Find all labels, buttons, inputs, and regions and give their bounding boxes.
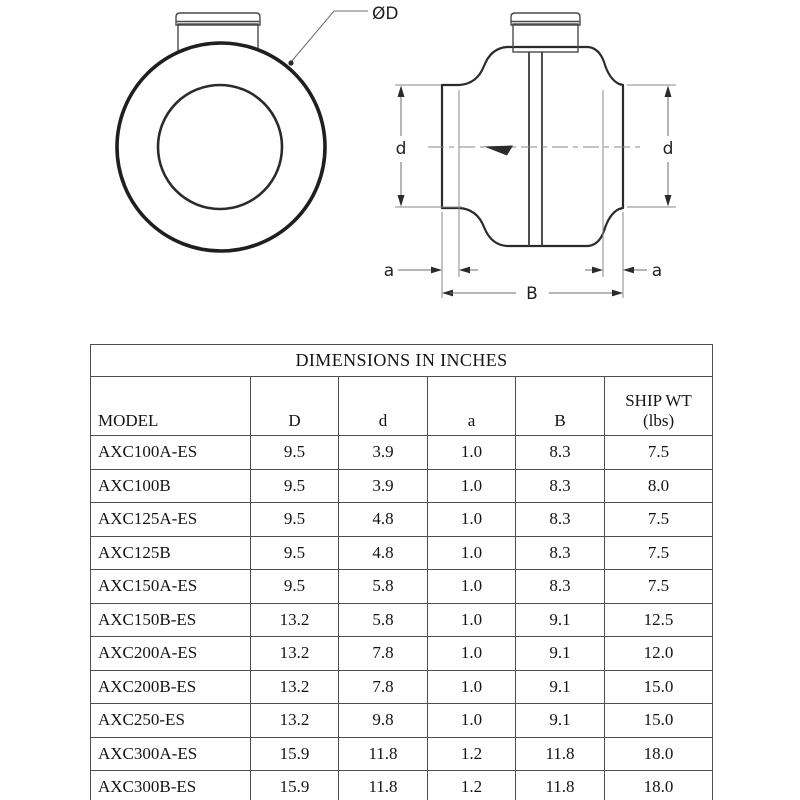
cell-ship_wt: 15.0 — [605, 704, 713, 738]
cell-ship_wt: 7.5 — [605, 503, 713, 537]
cell-D: 13.2 — [251, 704, 339, 738]
cell-a: 1.0 — [428, 536, 516, 570]
cell-d: 5.8 — [339, 570, 428, 604]
table-header-row — [91, 377, 713, 436]
cell-d: 5.8 — [339, 603, 428, 637]
d-right-label: d — [662, 139, 674, 159]
cell-model: AXC200B-ES — [91, 670, 251, 704]
cell-model: AXC125A-ES — [91, 503, 251, 537]
cell-ship_wt: 8.0 — [605, 469, 713, 503]
header-model: MODEL — [91, 377, 251, 436]
table-body — [91, 436, 713, 800]
cell-D: 13.2 — [251, 603, 339, 637]
cell-a: 1.0 — [428, 603, 516, 637]
table-row — [91, 704, 713, 738]
header-ship-wt-line2: (lbs) — [642, 410, 675, 430]
cell-model: AXC300A-ES — [91, 737, 251, 771]
cell-D: 13.2 — [251, 670, 339, 704]
cell-ship_wt: 7.5 — [605, 436, 713, 470]
cell-D: 15.9 — [251, 771, 339, 800]
a-right-label: a — [651, 261, 663, 281]
table-row — [91, 436, 713, 470]
table-row — [91, 737, 713, 771]
table-row — [91, 603, 713, 637]
dimension-a-right — [585, 261, 662, 281]
cell-B: 11.8 — [516, 771, 605, 800]
table-row — [91, 670, 713, 704]
table-title-row — [91, 345, 713, 377]
cell-d: 11.8 — [339, 771, 428, 800]
fan-inner-circle — [158, 85, 282, 209]
cell-D: 9.5 — [251, 536, 339, 570]
cell-a: 1.0 — [428, 704, 516, 738]
cell-ship_wt: 15.0 — [605, 670, 713, 704]
dimension-a-left — [384, 261, 478, 281]
cell-B: 8.3 — [516, 570, 605, 604]
cell-model: AXC100A-ES — [91, 436, 251, 470]
header-ship-wt — [605, 377, 713, 436]
a-left-label: a — [383, 261, 395, 281]
cell-B: 11.8 — [516, 737, 605, 771]
cell-a: 1.0 — [428, 469, 516, 503]
dimension-d-right — [663, 86, 674, 207]
side-view — [384, 13, 676, 304]
cell-B: 9.1 — [516, 704, 605, 738]
front-view — [117, 4, 398, 251]
cell-model: AXC300B-ES — [91, 771, 251, 800]
header-D: D — [251, 377, 339, 436]
cell-ship_wt: 7.5 — [605, 570, 713, 604]
header-ship-wt-line1: SHIP WT — [625, 390, 692, 410]
header-d: d — [339, 377, 428, 436]
cell-d: 4.8 — [339, 536, 428, 570]
dimension-d-left — [396, 86, 407, 207]
cell-B: 9.1 — [516, 670, 605, 704]
d-left-label: d — [395, 139, 407, 159]
cell-B: 8.3 — [516, 469, 605, 503]
cell-d: 9.8 — [339, 704, 428, 738]
diameter-label: ØD — [372, 4, 399, 24]
table-row — [91, 570, 713, 604]
cell-ship_wt: 18.0 — [605, 737, 713, 771]
cell-a: 1.2 — [428, 737, 516, 771]
table-row — [91, 771, 713, 800]
cell-ship_wt: 12.5 — [605, 603, 713, 637]
cell-model: AXC250-ES — [91, 704, 251, 738]
cell-D: 13.2 — [251, 637, 339, 671]
cell-model: AXC100B — [91, 469, 251, 503]
cell-D: 9.5 — [251, 570, 339, 604]
header-a: a — [428, 377, 516, 436]
cell-B: 8.3 — [516, 536, 605, 570]
cell-model: AXC125B — [91, 536, 251, 570]
cell-d: 7.8 — [339, 637, 428, 671]
cell-a: 1.2 — [428, 771, 516, 800]
table-row — [91, 503, 713, 537]
cell-B: 9.1 — [516, 603, 605, 637]
cell-B: 9.1 — [516, 637, 605, 671]
table-title: DIMENSIONS IN INCHES — [91, 345, 713, 377]
dimension-b — [442, 284, 623, 304]
cell-a: 1.0 — [428, 570, 516, 604]
cell-d: 3.9 — [339, 469, 428, 503]
cell-d: 11.8 — [339, 737, 428, 771]
leader-dot — [288, 60, 293, 65]
cell-ship_wt: 18.0 — [605, 771, 713, 800]
cell-a: 1.0 — [428, 637, 516, 671]
cell-a: 1.0 — [428, 436, 516, 470]
header-B: B — [516, 377, 605, 436]
cell-model: AXC200A-ES — [91, 637, 251, 671]
cell-B: 8.3 — [516, 503, 605, 537]
b-label: B — [526, 284, 538, 304]
diameter-callout — [288, 4, 398, 66]
fan-dimension-drawing — [0, 0, 800, 340]
cell-d: 4.8 — [339, 503, 428, 537]
dimensions-table — [90, 344, 713, 800]
cell-d: 3.9 — [339, 436, 428, 470]
cell-a: 1.0 — [428, 670, 516, 704]
table-row — [91, 469, 713, 503]
cell-ship_wt: 7.5 — [605, 536, 713, 570]
table-row — [91, 536, 713, 570]
cell-ship_wt: 12.0 — [605, 637, 713, 671]
cell-D: 9.5 — [251, 503, 339, 537]
cell-d: 7.8 — [339, 670, 428, 704]
table-row — [91, 637, 713, 671]
cell-model: AXC150A-ES — [91, 570, 251, 604]
cell-D: 15.9 — [251, 737, 339, 771]
cell-D: 9.5 — [251, 469, 339, 503]
cell-D: 9.5 — [251, 436, 339, 470]
cell-B: 8.3 — [516, 436, 605, 470]
cell-model: AXC150B-ES — [91, 603, 251, 637]
cell-a: 1.0 — [428, 503, 516, 537]
